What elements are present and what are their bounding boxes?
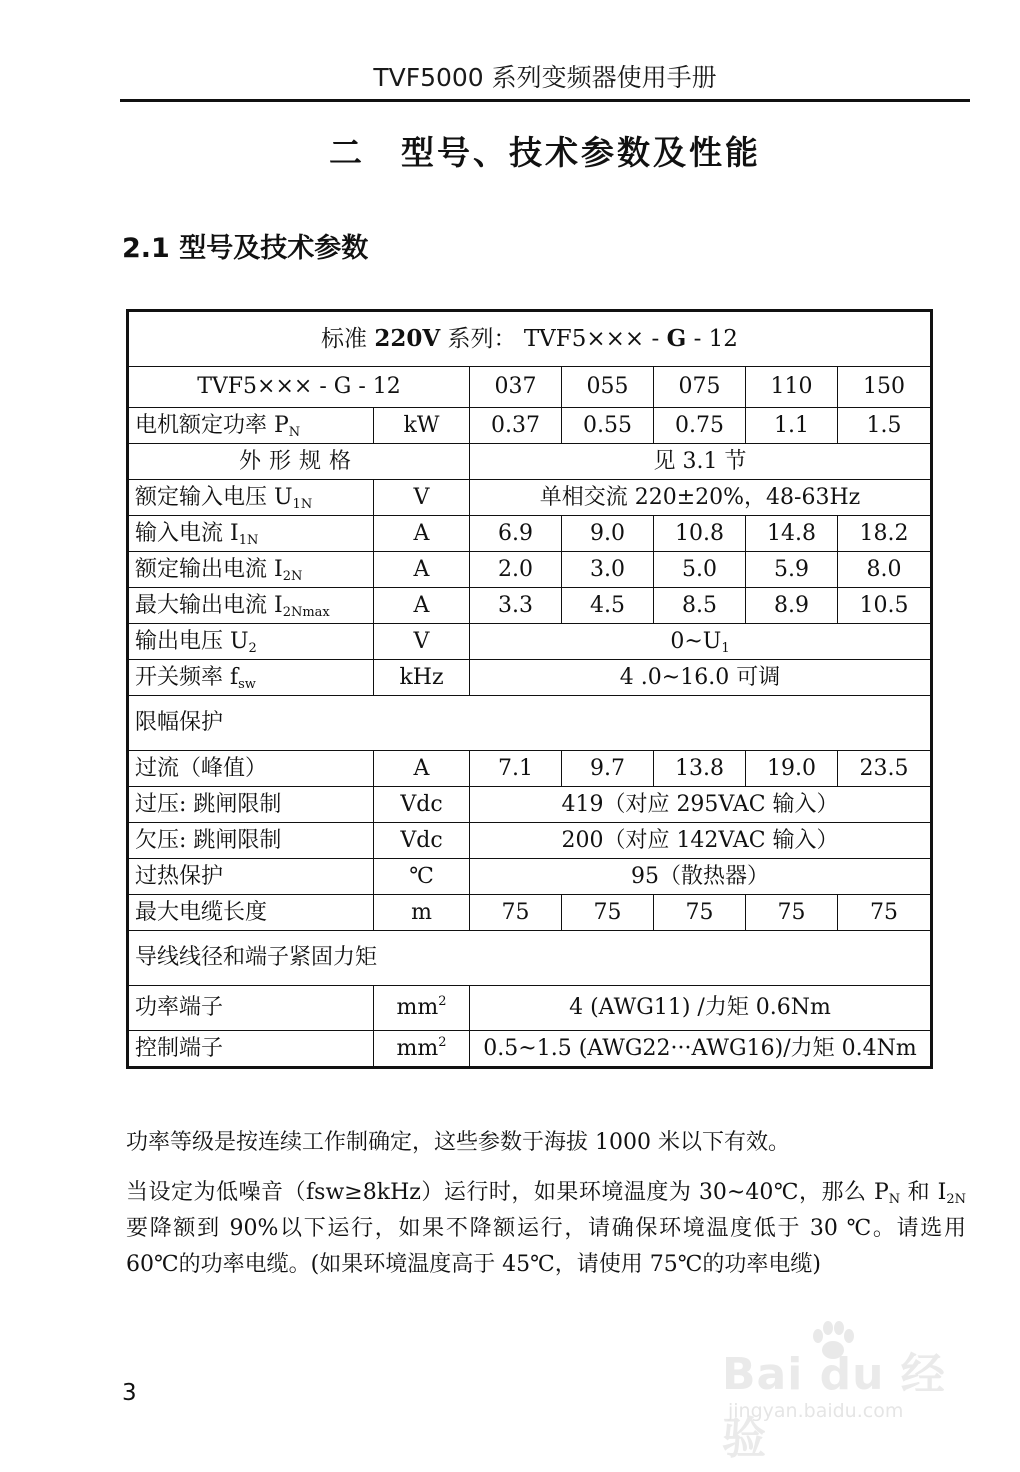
model-cell: 110 — [746, 367, 838, 408]
table-row-switching-freq — [128, 660, 932, 696]
row-unit: V — [374, 480, 470, 516]
row-label: 开关频率 $f_{sw}$ — [128, 660, 374, 696]
value-cell: 18.2 — [838, 516, 932, 552]
value-cell: 2.0 — [470, 552, 562, 588]
table-row-protection-group — [128, 696, 932, 751]
chapter-number: 二 — [329, 133, 365, 172]
value-cell: $0\sim U_1$ — [470, 624, 932, 660]
row-label: 电机额定功率 $P_N$ — [128, 408, 374, 444]
row-label: 过流（峰值） — [128, 751, 374, 787]
value-cell: 75 — [562, 895, 654, 931]
table-row-overvoltage — [128, 787, 932, 823]
table-row-models — [128, 367, 932, 408]
row-unit: Vdc — [374, 787, 470, 823]
model-header: TVF5××× - G - 12 — [128, 367, 470, 408]
row-unit: A — [374, 552, 470, 588]
row-label: 外形规格 — [128, 444, 470, 480]
value-cell: 9.0 — [562, 516, 654, 552]
value-cell: 0.55 — [562, 408, 654, 444]
table-row-input-current — [128, 516, 932, 552]
table-row-rated-output-current — [128, 552, 932, 588]
table-row-max-output-current — [128, 588, 932, 624]
row-label: 最大输出电流 $I_{2Nmax}$ — [128, 588, 374, 624]
value-cell: 见 3.1 节 — [470, 444, 932, 480]
value-cell: 0.75 — [654, 408, 746, 444]
row-unit: A — [374, 588, 470, 624]
value-cell: 23.5 — [838, 751, 932, 787]
section-title: 2.1 型号及技术参数 — [122, 233, 369, 264]
row-unit: ℃ — [374, 859, 470, 895]
value-cell: 95（散热器） — [470, 859, 932, 895]
value-cell: 13.8 — [654, 751, 746, 787]
value-cell: 1.5 — [838, 408, 932, 444]
value-cell: 5.0 — [654, 552, 746, 588]
row-label: 最大电缆长度 — [128, 895, 374, 931]
value-cell: 75 — [838, 895, 932, 931]
table-caption: 标准 220V 系列： TVF5××× - G - 12 — [128, 311, 932, 367]
page-number: 3 — [122, 1380, 137, 1406]
value-cell: 6.9 — [470, 516, 562, 552]
value-cell: 1.1 — [746, 408, 838, 444]
value-cell: 419（对应 295VAC 输入） — [470, 787, 932, 823]
row-label: 额定输出电流 $I_{2N}$ — [128, 552, 374, 588]
row-unit: Vdc — [374, 823, 470, 859]
model-cell: 150 — [838, 367, 932, 408]
watermark-brand: Bai du 经验 — [722, 1349, 946, 1464]
watermark — [722, 1320, 962, 1464]
row-label: 额定输入电压 $U_{1N}$ — [128, 480, 374, 516]
table-row-overheat — [128, 859, 932, 895]
model-cell: 075 — [654, 367, 746, 408]
chapter-heading: 型号、技术参数及性能 — [401, 133, 761, 172]
table-row-wiring-group — [128, 931, 932, 986]
value-cell: 19.0 — [746, 751, 838, 787]
table-row-motor-power — [128, 408, 932, 444]
row-label: 输出电压 $U_2$ — [128, 624, 374, 660]
watermark-url: jingyan.baidu.com — [728, 1400, 904, 1422]
table-row-output-voltage — [128, 624, 932, 660]
value-cell: 5.9 — [746, 552, 838, 588]
value-cell: 200（对应 142VAC 输入） — [470, 823, 932, 859]
table-row-max-cable-length — [128, 895, 932, 931]
group-label: 导线线径和端子紧固力矩 — [128, 931, 932, 986]
table-row-power-terminal — [128, 986, 932, 1031]
row-unit: kW — [374, 408, 470, 444]
table-row-overcurrent — [128, 751, 932, 787]
manual-title: TVF5000 系列变频器使用手册 — [373, 63, 717, 92]
value-cell: 75 — [654, 895, 746, 931]
table-caption-row — [128, 311, 932, 367]
value-cell: 75 — [746, 895, 838, 931]
row-unit: $mm^2$ — [374, 986, 470, 1031]
table-row-control-terminal — [128, 1031, 932, 1068]
row-label: 控制端子 — [128, 1031, 374, 1068]
value-cell: 3.3 — [470, 588, 562, 624]
value-cell: 4.5 — [562, 588, 654, 624]
row-unit: $mm^2$ — [374, 1031, 470, 1068]
note-altitude: 功率等级是按连续工作制确定，这些参数于海拔 1000 米以下有效。 — [126, 1130, 790, 1155]
group-label: 限幅保护 — [128, 696, 932, 751]
value-cell: 单相交流 220±20%，48-63Hz — [470, 480, 932, 516]
model-cell: 037 — [470, 367, 562, 408]
value-cell: 0.37 — [470, 408, 562, 444]
value-cell: 4 (AWG11) /力矩 0.6Nm — [470, 986, 932, 1031]
value-cell: 8.0 — [838, 552, 932, 588]
spec-table — [126, 309, 933, 1069]
value-cell: 7.1 — [470, 751, 562, 787]
table-row-dimensions — [128, 444, 932, 480]
value-cell: 8.5 — [654, 588, 746, 624]
row-label: 过热保护 — [128, 859, 374, 895]
row-unit: m — [374, 895, 470, 931]
row-label: 过压: 跳闸限制 — [128, 787, 374, 823]
note-derating: 当设定为低噪音（fsw≥8kHz）运行时，如果环境温度为 30~40℃，那么 $P_N$ 和 $I_{2N}$ 要降额到 90%以下运行，如果不降额运行，请确保环境温度低于 30 ℃。请选用 60℃的功率电缆。(如果环境温度高于 45℃，请使用 75℃的功率电缆) — [126, 1180, 967, 1277]
value-cell: 10.8 — [654, 516, 746, 552]
row-label: 功率端子 — [128, 986, 374, 1031]
value-cell: 8.9 — [746, 588, 838, 624]
value-cell: 4 .0~16.0 可调 — [470, 660, 932, 696]
row-label: 输入电流 $I_{1N}$ — [128, 516, 374, 552]
row-label: 欠压: 跳闸限制 — [128, 823, 374, 859]
header-rule — [120, 99, 970, 102]
value-cell: 14.8 — [746, 516, 838, 552]
value-cell: 3.0 — [562, 552, 654, 588]
value-cell: 10.5 — [838, 588, 932, 624]
row-unit: A — [374, 516, 470, 552]
table-row-undervoltage — [128, 823, 932, 859]
row-unit: V — [374, 624, 470, 660]
model-cell: 055 — [562, 367, 654, 408]
row-unit: kHz — [374, 660, 470, 696]
row-unit: A — [374, 751, 470, 787]
table-row-input-voltage — [128, 480, 932, 516]
value-cell: 9.7 — [562, 751, 654, 787]
chapter-title — [0, 127, 1020, 174]
value-cell: 0.5~1.5 (AWG22···AWG16)/力矩 0.4Nm — [470, 1031, 932, 1068]
value-cell: 75 — [470, 895, 562, 931]
